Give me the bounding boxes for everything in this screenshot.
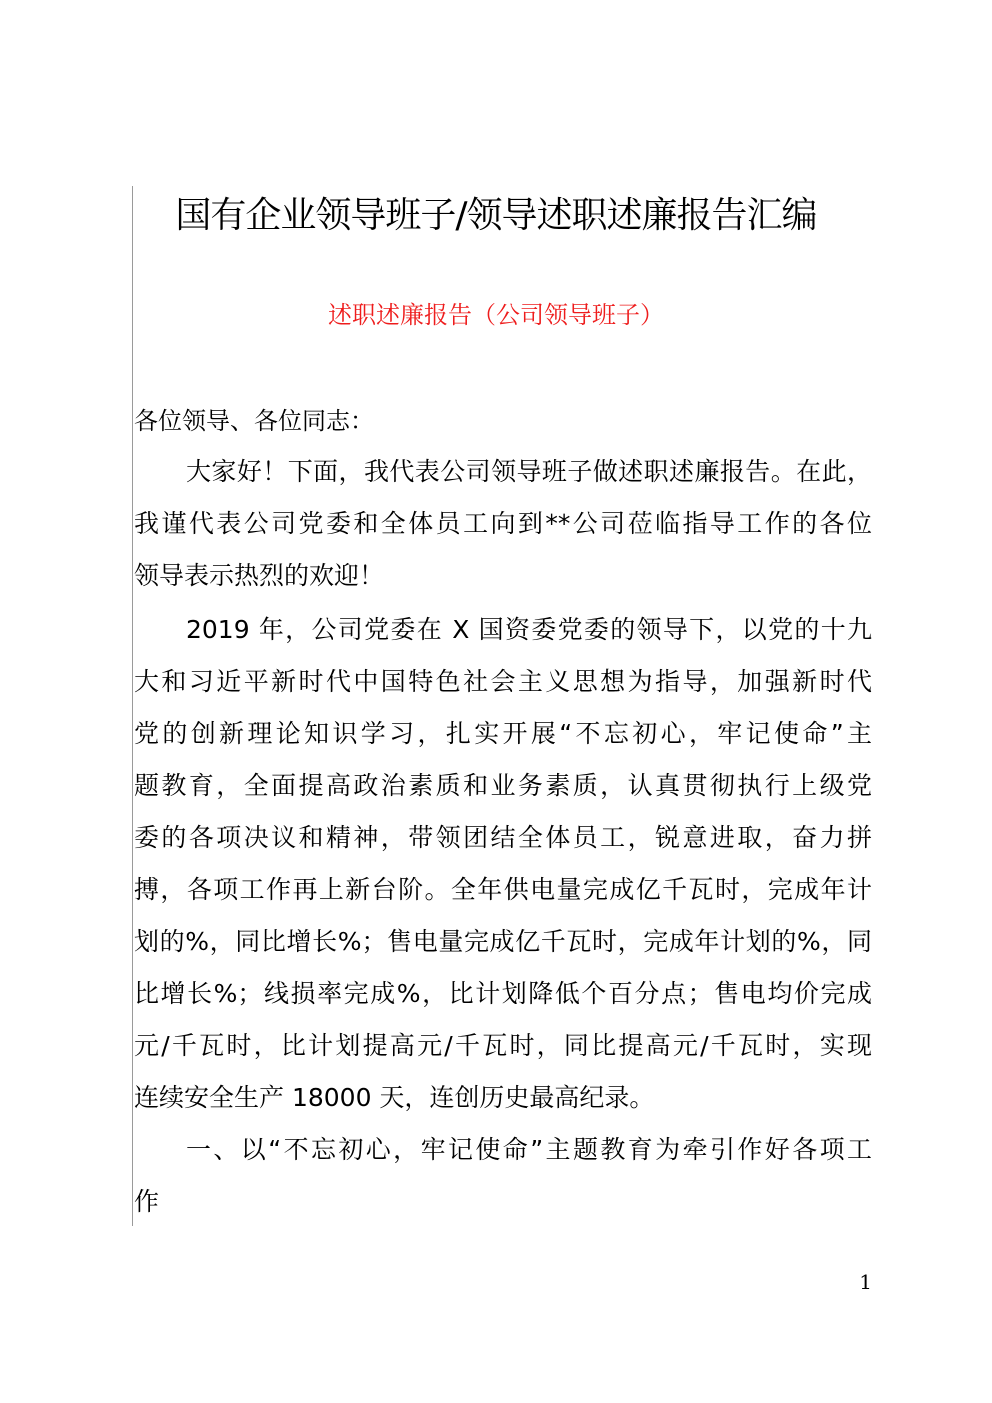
paragraph-line: 划的%，同比增长%；售电量完成亿千瓦时，完成年计划的%，同 [134, 927, 872, 956]
paragraph-line: 我谨代表公司党委和全体员工向到**公司莅临指导工作的各位 [134, 509, 872, 538]
document-title: 国有企业领导班子/领导述职述廉报告汇编 [175, 195, 817, 236]
paragraph-line: 比增长%；线损率完成%，比计划降低个百分点；售电均价完成 [134, 979, 872, 1008]
paragraph-line: 一、以“不忘初心，牢记使命”主题教育为牵引作好各项工 [186, 1135, 872, 1164]
section-heading-one [134, 1124, 872, 1228]
document-subtitle: 述职述廉报告（公司领导班子） [328, 301, 664, 329]
salutation: 各位领导、各位同志： [134, 407, 374, 435]
paragraph-line: 连续安全生产 18000 天，连创历史最高纪录。 [134, 1083, 655, 1112]
paragraph-welcome [134, 446, 872, 602]
paragraph-line: 领导表示热烈的欢迎！ [134, 561, 385, 590]
paragraph-line: 党的创新理论知识学习，扎实开展“不忘初心，牢记使命”主 [134, 719, 872, 748]
paragraph-line: 委的各项决议和精神，带领团结全体员工，锐意进取，奋力拼 [134, 823, 872, 852]
paragraph-line: 大和习近平新时代中国特色社会主义思想为指导，加强新时代 [134, 667, 872, 696]
page-number: 1 [859, 1270, 872, 1294]
paragraph-summary [134, 604, 872, 1124]
paragraph-line: 大家好！下面，我代表公司领导班子做述职述廉报告。在此， [186, 457, 872, 486]
paragraph-line: 元/千瓦时，比计划提高元/千瓦时，同比提高元/千瓦时，实现 [134, 1031, 872, 1060]
paragraph-line: 作 [134, 1187, 160, 1216]
paragraph-line: 搏，各项工作再上新台阶。全年供电量完成亿千瓦时，完成年计 [134, 875, 872, 904]
paragraph-line: 题教育，全面提高政治素质和业务素质，认真贯彻执行上级党 [134, 771, 872, 800]
margin-rule [132, 186, 133, 1226]
paragraph-line: 2019 年，公司党委在 X 国资委党委的领导下，以党的十九 [186, 615, 872, 644]
